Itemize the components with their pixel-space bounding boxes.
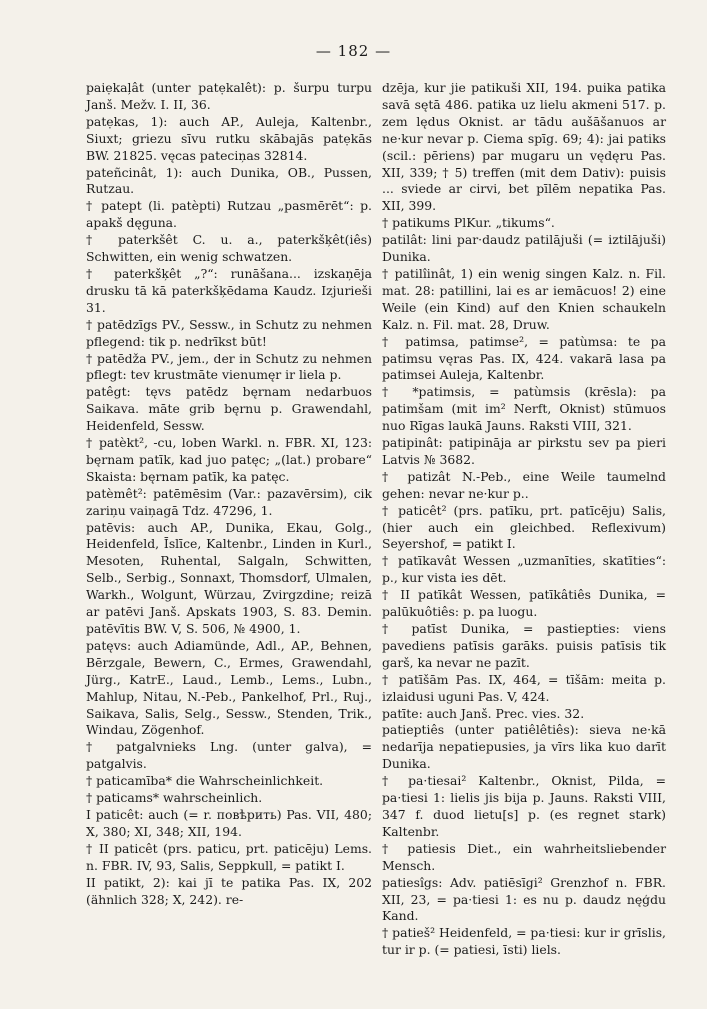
dictionary-entry: patēvis: auch AP., Dunika, Ekau, Golg., Heidenfeld, Īslīce, Kaltenbr., Linden in Kurl., Mesoten, Ruhental, Salgaln, Schwitten, Selb., Serbig., Sonnaxt, Thomsdorf, Ulmalen, Warkh., Wolgunt, Würzau, Zvirgzdine; reizā ar patēvi Janš. Apskats 1903, S. 83. Demin. patēvītis BW. V, S. 506, № 4900, 1. <box>86 519 372 636</box>
dictionary-entry: patīte: auch Janš. Prec. vies. 32. <box>382 705 585 721</box>
dictionary-entry: † patgalvnieks Lng. (unter galva), = patgalvis. <box>86 739 372 772</box>
dictionary-entry: patilât: lini par·daudz patilājuši (= iztilājuši) Dunika. <box>382 232 666 265</box>
dictionary-entry: † patizât N.-Peb., eine Weile taumelnd gehen: nevar ne·kur p.. <box>382 468 666 501</box>
dictionary-entry: patieptiês (unter patiêlêtiês): sieva ne·kā nedarīja nepatiepusies, ja vīrs lika kuo darīt Dunika. <box>382 722 666 772</box>
page-number: — 182 — <box>315 42 392 60</box>
dictionary-entry: patèmêt²: patēmēsim (Var.: pazavērsim), cik zariņu vaiņagā Tdz. 47296, 1. <box>86 485 372 518</box>
dictionary-entry: † patikums PlKur. „tikums“. <box>382 215 555 231</box>
dictionary-entry: patêgt: tęvs patēdz bęrnam nedarbuos Saikava. māte grib bęrnu p. Grawendahl, Heidenfeld, Sessw. <box>86 384 372 434</box>
dictionary-entry: † patilîinât, 1) ein wenig singen Kalz. n. Fil. mat. 28: patillini, lai es ar iemācuos! 2) eine Weile (ein Kind) auf den Knien schaukeln Kalz. n. Fil. mat. 28, Druw. <box>382 265 666 332</box>
dictionary-entry: pateñcinât, 1): auch Dunika, OB., Pussen, Rutzau. <box>86 164 372 197</box>
dictionary-entry: † patèkt², -cu, loben Warkl. n. FBR. XI, 123: bęrnam patīk, kad juo patęc; „(lat.) probare“ Skaista: bęrnam patīk, ka patęc. <box>86 435 372 484</box>
right-column <box>382 80 666 959</box>
dictionary-entry: † paticamība* die Wahrscheinlichkeit. <box>86 773 324 789</box>
dictionary-entry: † patīst Dunika, = pastiepties: viens pavediens patīsis garāks. puisis patīsis tik garš, ka nevar ne pazīt. <box>382 621 666 670</box>
dictionary-entry: † II patīkât Wessen, patīkâtiês Dunika, = palūkuôtiês: p. pa luogu. <box>382 587 666 620</box>
dictionary-entry: † paticêt² (prs. patīku, prt. patīcēju) Salis, (hier auch ein gleichbed. Reflexivum) Seyershof, = patikt I. <box>382 502 666 552</box>
dictionary-entry: paiẹkaļât (unter patẹkalêt): p. šurpu turpu Janš. Mežv. I. II, 36. <box>86 80 372 112</box>
dictionary-entry: † patept (li. patèpti) Rutzau „pasmērēt“: p. apakš dęguna. <box>86 198 372 231</box>
dictionary-entry: dzēja, kur jie patikuši XII, 194. puika patika savā sętā 486. patika uz lielu akmeni 517. p. zem lędus Oknist. ar tādu aušāšanuos ar ne·kur nevar p. Ciema spīg. 69; 4): jai patiks (scil.: pēriens) par mugaru un vędęru Pas. XII, 339; † 5) treffen (mit dem Dativ): puisis ... sviede ar cirvi, bet pīlēm nepatika Pas. XII, 399. <box>382 80 666 214</box>
dictionary-entry: † paterkšêt C. u. a., paterkšķêt(iês) Schwitten, ein wenig schwatzen. <box>86 232 372 265</box>
dictionary-entry: † patiesis Diet., ein wahrheitsliebender Mensch. <box>382 840 666 873</box>
left-column <box>86 80 372 908</box>
dictionary-entry: patiesîgs: Adv. patiēsīgi² Grenzhof n. FBR. XII, 23, = pa·tiesi 1: es nu p. daudz nęģdu Kand. <box>382 874 666 924</box>
dictionary-entry: † patieš² Heidenfeld, = pa·tiesi: kur ir grīslis, tur ir p. (= patiesi, īsti) liels. <box>382 925 666 958</box>
dictionary-entry: † patēdža PV., jem., der in Schutz zu nehmen pflegt: tev krustmāte vienumęr ir liela p. <box>86 350 372 383</box>
dictionary-entry: I paticêt: auch (= r. повѣрить) Pas. VII, 480; X, 380; XI, 348; XII, 194. <box>86 806 372 839</box>
dictionary-entry: † patēdzīgs PV., Sessw., in Schutz zu nehmen pflegend: tik p. nedrīkst būt! <box>86 316 372 349</box>
dictionary-entry: patęvs: auch Adiamünde, Adl., AP., Behnen, Bērzgale, Bewern, C., Ermes, Grawendahl, Jürg., KatrE., Laud., Lemb., Lems., Lubn., Mahlup, Nitau, N.-Peb., Pankelhof, Prl., Ruj., Saikava, Salis, Selg., Sessw., Stenden, Trik., Windau, Zögenhof. <box>86 637 372 738</box>
dictionary-entry: † *patimsis, = patùmsis (krēsla): pa patimšam (mit im² Nerft, Oknist) stūmuos nuo Rīgas laukā Jauns. Raksti VIII, 321. <box>382 384 666 434</box>
dictionary-entry: † paticams* wahrscheinlich. <box>86 790 263 806</box>
dictionary-entry: II patikt, 2): kai jī te patika Pas. IX, 202 (ähnlich 328; X, 242). re- <box>86 874 372 907</box>
dictionary-entry: † paterkšķêt „?“: runāšana... izskaņēja drusku tā kā paterkšķēdama Kaudz. Izjurieši 31. <box>86 265 372 315</box>
dictionary-entry: † II paticêt (prs. paticu, prt. paticēju) Lems. n. FBR. IV, 93, Salis, Seppkull, = patikt I. <box>86 840 372 873</box>
dictionary-entry: † patīšām Pas. IX, 464, = tīšām: meita p. izlaidusi uguni Pas. V, 424. <box>382 671 666 704</box>
dictionary-entry: † patimsa, patimse², = patùmsa: te pa patimsu vęras Pas. IX, 424. vakarā lasa pa patimsei Auleja, Kaltenbr. <box>382 333 666 383</box>
dictionary-entry: † patīkavât Wessen „uzmanīties, skatīties“: p., kur vista ies dēt. <box>382 553 666 586</box>
dictionary-entry: patipinât: patipināja ar pirkstu sev pa pieri Latvis № 3682. <box>382 435 666 467</box>
dictionary-entry: patẹkas, 1): auch AP., Auleja, Kaltenbr., Siuxt; griezu sīvu rutku skābajās patẹkās BW. 21825. vęcas pateciņas 32814. <box>86 113 372 163</box>
dictionary-entry: † pa·tiesai² Kaltenbr., Oknist, Pilda, = pa·tiesi 1: lielis jis bija p. Jauns. Raksti VIII, 347 f. duod lietu[s] p. (es regnet stark) Kaltenbr. <box>382 773 666 839</box>
